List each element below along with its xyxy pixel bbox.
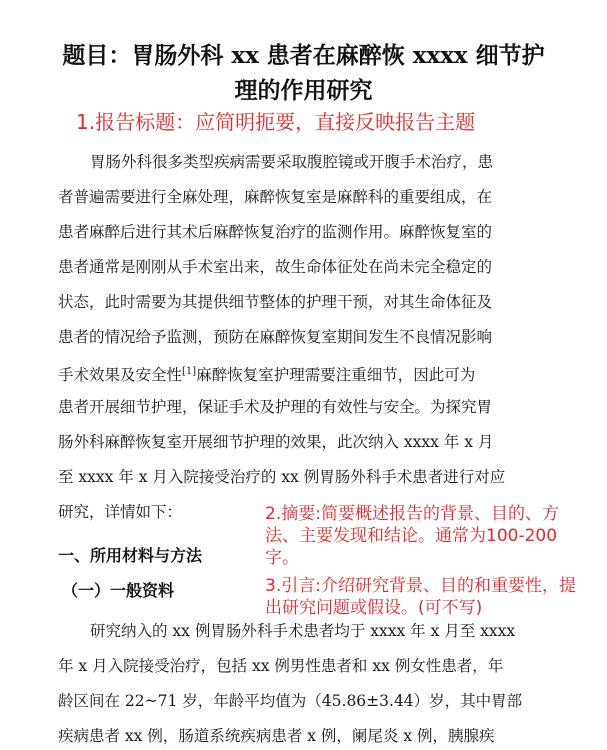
title-annotation: 1.报告标题：应简明扼要，直接反映报告主题 (76, 110, 476, 134)
paragraph-1-line-4: 患者通常是刚刚从手术室出来，故生命体征处在尚未完全稳定的 (58, 258, 493, 276)
introduction-annotation-line-1: 3.引言:介绍研究背景、目的和重要性，提 (265, 576, 576, 596)
paragraph-2-line-1: 研究纳入的 xx 例胃肠外科手术患者均于 xxxx 年 x 月至 xxxx (90, 622, 516, 640)
paragraph-1-line-9: 肠外科麻醉恢复室开展细节护理的效果，此次纳入 xxxx 年 x 月 (58, 433, 494, 451)
paragraph-2-line-2: 年 x 月入院接受治疗，包括 xx 例男性患者和 xx 例女性患者，年 (58, 657, 504, 675)
paragraph-1-line-6: 患者的情况给予监测，预防在麻醉恢复室期间发生不良情况影响 (58, 328, 493, 346)
document-title-line-2: 理的作用研究 (234, 77, 373, 104)
paragraph-1-line-7-text-a: 手术效果及安全性 (58, 366, 183, 385)
abstract-annotation-line-3: 字。 (265, 548, 299, 568)
introduction-annotation-line-2: 出研究问题或假设。(可不写) (265, 598, 483, 618)
paragraph-1-line-2: 者普遍需要进行全麻处理，麻醉恢复室是麻醉科的重要组成，在 (58, 188, 493, 206)
paragraph-1-line-7 (58, 362, 475, 385)
section-heading: 一、所用材料与方法 (58, 546, 203, 565)
abstract-annotation (265, 503, 559, 569)
paragraph-2-line-4: 疾病患者 xx 例，肠道系统疾病患者 x 例，阑尾炎 x 例，胰腺疾 (58, 727, 495, 745)
paragraph-2-line-3: 龄区间在 22~71 岁，年龄平均值为（45.86±3.44）岁，其中胃部 (58, 692, 523, 710)
paragraph-1-line-7-text-b: 麻醉恢复室护理需要注重细节，因此可为 (196, 366, 476, 385)
introduction-annotation (265, 575, 576, 619)
paragraph-1-line-5: 状态，此时需要为其提供细节整体的护理干预，对其生命体征及 (58, 293, 493, 311)
paragraph-1-line-8: 患者开展细节护理，保证手术及护理的有效性与安全。为探究胃 (58, 398, 493, 416)
subsection-heading: （一）一般资料 (62, 581, 175, 600)
paragraph-1-line-10: 至 xxxx 年 x 月入院接受治疗的 xx 例胃肠外科手术患者进行对应 (58, 468, 506, 486)
abstract-annotation-line-2: 法、主要发现和结论。通常为100-200 (265, 526, 558, 546)
citation-marker: [1] (182, 366, 197, 377)
paragraph-1-line-1: 胃肠外科很多类型疾病需要采取腹腔镜或开腹手术治疗，患 (90, 153, 494, 171)
paragraph-1-line-11: 研究，详情如下： (58, 503, 183, 521)
document-title-line-1: 题目：胃肠外科 xx 患者在麻醉恢 xxxx 细节护 (62, 42, 545, 69)
paragraph-1-line-3: 患者麻醉后进行其术后麻醉恢复治疗的监测作用。麻醉恢复室的 (58, 223, 493, 241)
abstract-annotation-line-1: 2.摘要:简要概述报告的背景、目的、方 (265, 504, 559, 524)
